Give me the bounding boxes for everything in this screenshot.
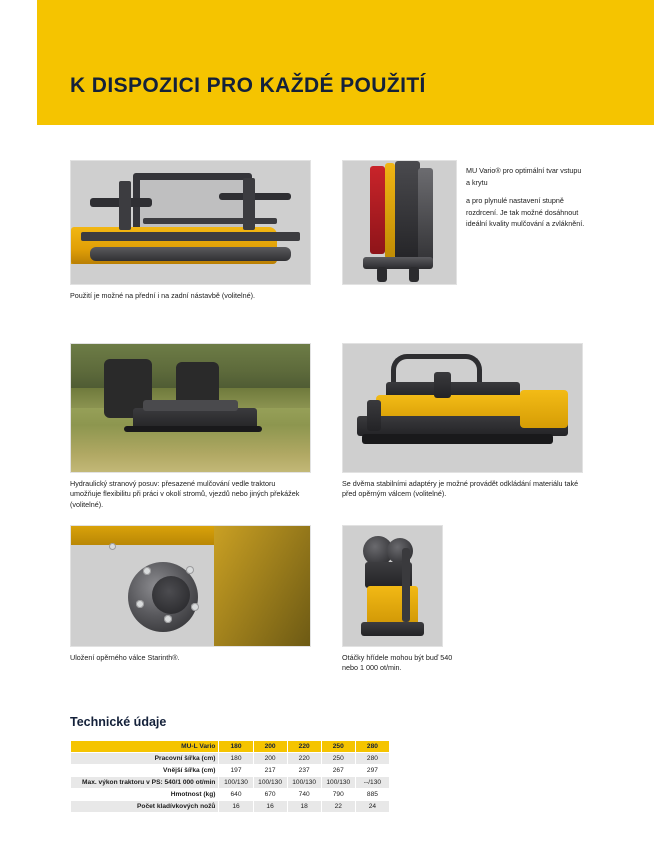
- tech-table-row-label: Pracovní šířka (cm): [71, 753, 219, 765]
- photo-stabilizing-adapters: [342, 343, 583, 473]
- tech-table-cell: 197: [219, 765, 253, 777]
- photo-shape-base: [361, 622, 424, 636]
- figure-mu-vario-detail: [342, 160, 457, 285]
- photo-shape-yellow-block: [367, 586, 418, 627]
- tech-table-cell: 237: [287, 765, 321, 777]
- page-body: [0, 125, 654, 851]
- tech-table-model-label: MU-L Vario: [71, 741, 219, 753]
- tech-table-column-header: 250: [321, 741, 355, 753]
- photo-shape-bolt: [186, 566, 194, 574]
- photo-shape-bar: [81, 232, 301, 241]
- photo-shape-dark-body: [395, 161, 420, 269]
- tech-table-cell: 640: [219, 789, 253, 801]
- header-left-margin: [0, 0, 37, 125]
- photo-shape-yellow-strip: [385, 163, 395, 259]
- photo-shape-bar: [143, 218, 277, 224]
- tech-table-cell: 16: [219, 801, 253, 813]
- figure-caption: Použití je možné na přední i na zadní nástavbě (volitelné).: [70, 291, 255, 300]
- tech-table-row-label: Vnější šířka (cm): [71, 765, 219, 777]
- photo-shape-leg: [377, 267, 387, 282]
- photo-roller-bearing: [70, 525, 311, 647]
- photo-shape-post: [243, 178, 255, 230]
- tech-table-cell: 740: [287, 789, 321, 801]
- photo-shape-yellow-side: [520, 390, 568, 428]
- tech-table-row: [71, 801, 390, 813]
- tech-table-cell: 280: [355, 753, 389, 765]
- figure-stabilizing-adapters: [342, 343, 583, 499]
- tech-table-column-header: 200: [253, 741, 287, 753]
- header-band: [0, 0, 654, 125]
- mu-vario-note: [466, 165, 586, 237]
- photo-shape-roller: [90, 247, 291, 261]
- photo-shape-side-panel: [214, 526, 310, 646]
- tech-table-row-label: Max. výkon traktoru v PS: 540/1 000 ot/min: [71, 777, 219, 789]
- photo-shape-bolt: [191, 603, 199, 611]
- tech-table-row: [71, 789, 390, 801]
- photo-shape-bolt: [164, 615, 172, 623]
- photo-shape-mulcher-roller: [124, 426, 263, 432]
- figure-caption: Se dvěma stabilními adaptéry je možné provádět odkládání materiálu také před opěrným válcem (volitelné).: [342, 479, 579, 499]
- tech-table-cell: 885: [355, 789, 389, 801]
- photo-shape-post: [119, 181, 131, 230]
- tech-table-cell: 790: [321, 789, 355, 801]
- tech-table-cell: 18: [287, 801, 321, 813]
- tech-table-cell: 100/130: [321, 777, 355, 789]
- photo-shape-mulcher-top: [143, 400, 239, 410]
- tech-table-cell: 24: [355, 801, 389, 813]
- tech-table-row: [71, 753, 390, 765]
- figure-caption: Hydraulický stranový posuv: přesazené mulčování vedle traktoru umožňuje flexibilitu při práci v okolí stromů, vjezdů nebo jiných překážek (volitelné).: [70, 479, 300, 509]
- photo-shape-bolt: [109, 543, 116, 550]
- tech-table-cell: 267: [321, 765, 355, 777]
- tech-data-table: [70, 740, 390, 813]
- photo-front-rear-attachment: [70, 160, 311, 285]
- tech-table-row-label: Hmotnost (kg): [71, 789, 219, 801]
- photo-shape-grey-strip: [418, 168, 434, 266]
- tech-table-cell: 180: [219, 753, 253, 765]
- tech-table-cell: 297: [355, 765, 389, 777]
- tech-table-cell: --/130: [355, 777, 389, 789]
- figure-pto-shaft-speed: [342, 525, 453, 673]
- tech-table-cell: 217: [253, 765, 287, 777]
- tech-table-column-header: 220: [287, 741, 321, 753]
- photo-shape-bolt: [143, 567, 151, 575]
- tech-table-cell: 100/130: [253, 777, 287, 789]
- photo-shape-bolt: [136, 600, 144, 608]
- tech-table-row-label: Počet kladívkových nožů: [71, 801, 219, 813]
- photo-shape-adapter: [434, 372, 451, 398]
- note-paragraph-1: MU Vario® pro optimální tvar vstupu a krytu: [466, 166, 582, 187]
- figure-caption: Uložení opěrného válce Starinth®.: [70, 653, 180, 662]
- tech-data-title: Technické údaje: [70, 715, 167, 729]
- photo-shape-red-strip: [370, 166, 385, 255]
- tech-table-cell: 250: [321, 753, 355, 765]
- tech-table-cell: 200: [253, 753, 287, 765]
- tech-table-cell: 22: [321, 801, 355, 813]
- photo-mu-vario-detail: [342, 160, 457, 285]
- tech-table-cell: 100/130: [287, 777, 321, 789]
- photo-shape-shaft: [402, 548, 410, 622]
- tech-table-cell: 670: [253, 789, 287, 801]
- photo-pto-shaft-speed: [342, 525, 443, 647]
- photo-hydraulic-side-shift: [70, 343, 311, 473]
- tech-table-cell: 100/130: [219, 777, 253, 789]
- figure-caption: Otáčky hřídele mohou být buď 540 nebo 1 000 ot/min.: [342, 653, 453, 673]
- photo-shape-adapter: [367, 400, 381, 431]
- note-paragraph-2: a pro plynulé nastavení stupně rozdrcení. Je tak možné dosáhnout ideální kvality mulčování a zvláknění.: [466, 196, 585, 229]
- tech-table-cell: 16: [253, 801, 287, 813]
- figure-hydraulic-side-shift: [70, 343, 311, 509]
- tech-table-row: [71, 765, 390, 777]
- photo-shape-arm: [219, 193, 291, 200]
- figure-front-rear-attachment: [70, 160, 311, 300]
- photo-shape-roller: [362, 434, 553, 444]
- page-title: K DISPOZICI PRO KAŽDÉ POUŽITÍ: [70, 74, 426, 97]
- tech-table-cell: 220: [287, 753, 321, 765]
- tech-table-column-header: 180: [219, 741, 253, 753]
- tech-table-header-row: [71, 741, 390, 753]
- photo-shape-base: [363, 257, 433, 269]
- tech-table-row: [71, 777, 390, 789]
- photo-shape-leg: [409, 267, 419, 282]
- figure-roller-bearing: [70, 525, 311, 662]
- tech-table-column-header: 280: [355, 741, 389, 753]
